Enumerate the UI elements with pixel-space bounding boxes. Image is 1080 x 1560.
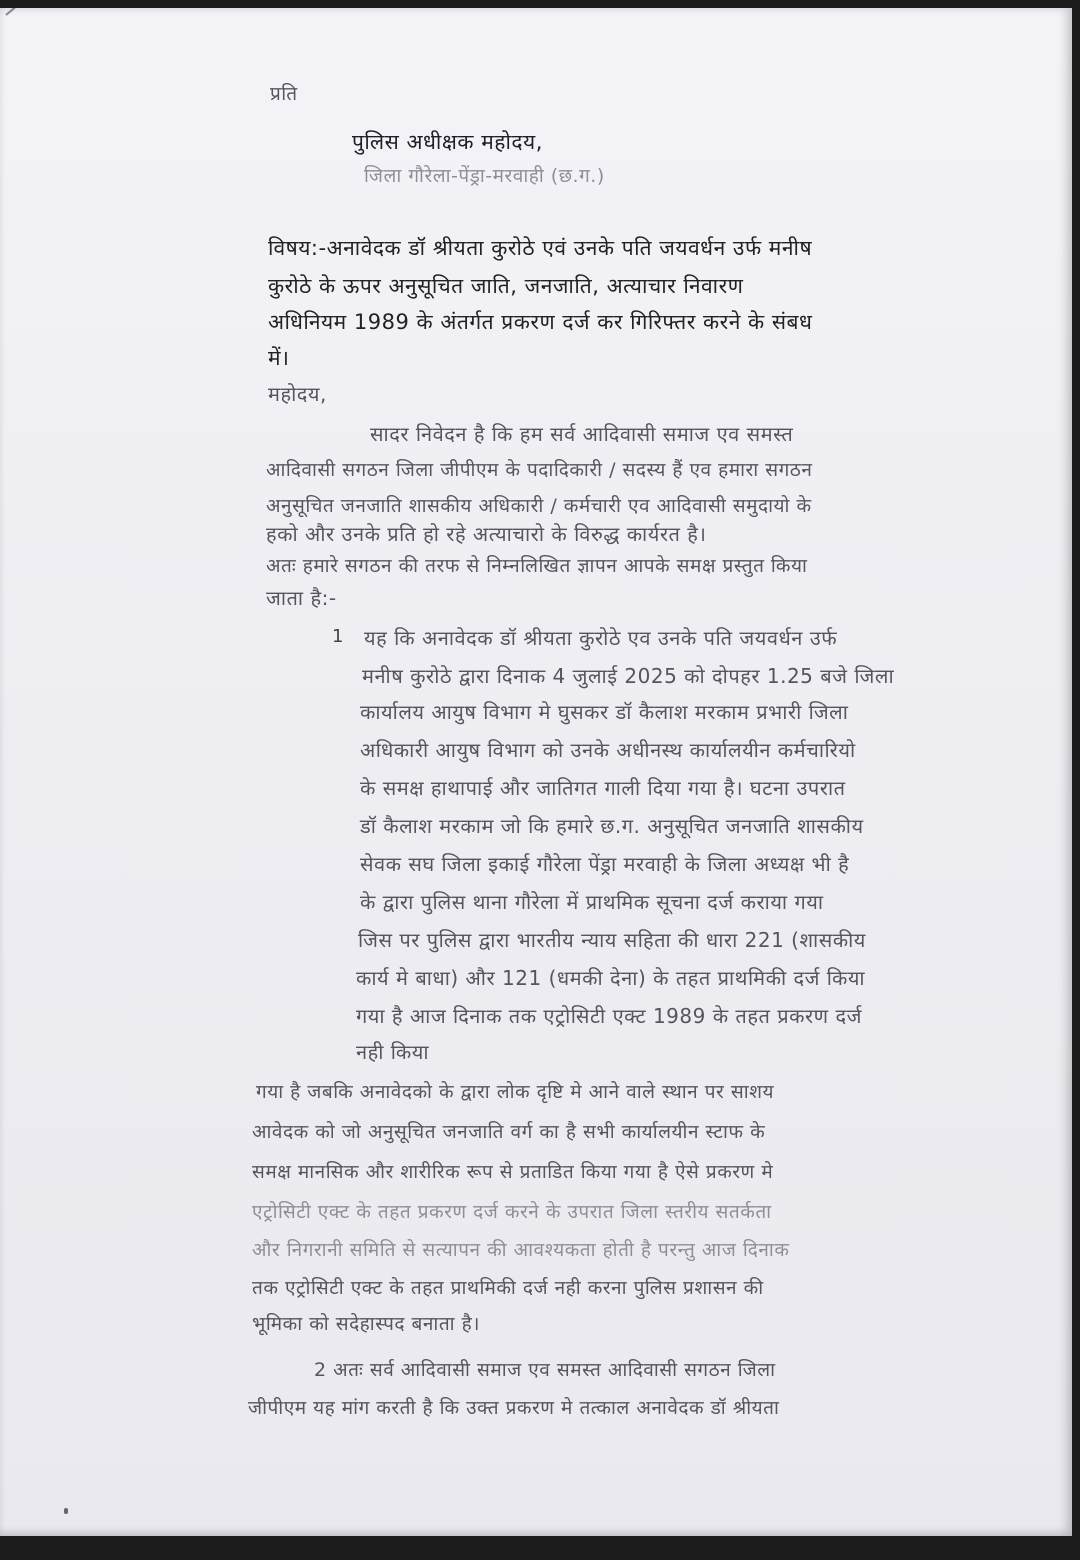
point-1-line-1: यह कि अनावेदक डॉ श्रीयता कुरोठे एव उनके पति जयवर्धन उर्फ (364, 626, 838, 650)
intro-line-2: आदिवासी सगठन जिला जीपीएम के पदादिकारी / सदस्य हैं एव हमारा सगठन (266, 459, 813, 481)
page-mark (64, 1508, 68, 1514)
subject-line-3: अधिनियम 1989 के अंतर्गत प्रकरण दर्ज कर गिरिफ्तर करने के संबध (268, 310, 813, 334)
continuation-line-6: तक एट्रोसिटी एक्ट के तहत प्राथमिकी दर्ज नही करना पुलिस प्रशासन की (252, 1277, 764, 1299)
subject-line-1: विषय:-अनावेदक डॉ श्रीयता कुरोठे एवं उनके पति जयवर्धन उर्फ मनीष (268, 236, 813, 260)
recipient-district: जिला गौरेला-पेंड्रा-मरवाही (छ.ग.) (364, 165, 605, 187)
continuation-line-1: गया है जबकि अनावेदको के द्वारा लोक दृष्टि मे आने वाले स्थान पर साशय (256, 1081, 775, 1103)
salutation: महोदय, (268, 382, 327, 406)
point-1-line-9: जिस पर पुलिस द्वारा भारतीय न्याय सहिता की धारा 221 (शासकीय (358, 928, 866, 952)
subject-line-2: कुरोठे के ऊपर अनुसूचित जाति, जनजाति, अत्याचार निवारण (268, 274, 744, 298)
subject-line-4: में। (268, 346, 290, 370)
point-1-line-5: के समक्ष हाथापाई और जातिगत गाली दिया गया है। घटना उपरात (360, 776, 846, 800)
intro-line-5: अतः हमारे सगठन की तरफ से निम्नलिखित ज्ञापन आपके समक्ष प्रस्तुत किया (266, 555, 808, 577)
point-1-line-10: कार्य मे बाधा) और 121 (धमकी देना) के तहत प्राथमिकी दर्ज किया (356, 966, 866, 990)
point-1-line-8: के द्वारा पुलिस थाना गौरेला में प्राथमिक सूचना दर्ज कराया गया (360, 890, 824, 914)
continuation-line-4: एट्रोसिटी एक्ट के तहत प्रकरण दर्ज करने के उपरात जिला स्तरीय सतर्कता (252, 1201, 772, 1223)
point-1-line-12: नही किया (356, 1040, 430, 1064)
continuation-line-5: और निगरानी समिति से सत्यापन की आवश्यकता होती है परन्तु आज दिनाक (252, 1239, 790, 1261)
page-fold-mark (5, 8, 37, 16)
recipient-title: पुलिस अधीक्षक महोदय, (352, 130, 543, 154)
point-1-line-4: अधिकारी आयुष विभाग को उनके अधीनस्थ कार्यालयीन कर्मचारियो (360, 738, 856, 762)
letter-page (0, 8, 1072, 1536)
point-1-line-11: गया है आज दिनाक तक एट्रोसिटी एक्ट 1989 के तहत प्रकरण दर्ज (356, 1004, 862, 1028)
continuation-line-7: भूमिका को सदेहास्पद बनाता है। (252, 1313, 480, 1335)
point-2-line-1: 2 अतः सर्व आदिवासी समाज एव समस्त आदिवासी सगठन जिला (314, 1359, 776, 1381)
intro-line-3: अनुसूचित जनजाति शासकीय अधिकारी / कर्मचारी एव आदिवासी समुदायो के (266, 495, 812, 517)
point-1-line-2: मनीष कुरोठे द्वारा दिनाक 4 जुलाई 2025 को दोपहर 1.25 बजे जिला (362, 664, 895, 688)
to-label: प्रति (270, 83, 298, 105)
continuation-line-2: आवेदक को जो अनुसूचित जनजाति वर्ग का है सभी कार्यालयीन स्टाफ के (252, 1121, 766, 1143)
point-2-line-2: जीपीएम यह मांग करती है कि उक्त प्रकरण मे तत्काल अनावेदक डॉ श्रीयता (248, 1397, 780, 1419)
point-1-line-7: सेवक सघ जिला इकाई गौरेला पेंड्रा मरवाही के जिला अध्यक्ष भी है (360, 852, 850, 876)
intro-line-6: जाता है:- (266, 586, 337, 610)
intro-line-4: हको और उनके प्रति हो रहे अत्याचारो के विरुद्ध कार्यरत है। (266, 522, 707, 546)
point-1-line-6: डॉ कैलाश मरकाम जो कि हमारे छ.ग. अनुसूचित जनजाति शासकीय (360, 814, 864, 838)
continuation-line-3: समक्ष मानसिक और शारीरिक रूप से प्रताडित किया गया है ऐसे प्रकरण मे (252, 1161, 774, 1183)
intro-line-1: सादर निवेदन है कि हम सर्व आदिवासी समाज एव समस्त (370, 422, 794, 446)
point-1-number: 1 (332, 626, 344, 647)
point-1-line-3: कार्यालय आयुष विभाग मे घुसकर डॉ कैलाश मरकाम प्रभारी जिला (360, 700, 849, 724)
